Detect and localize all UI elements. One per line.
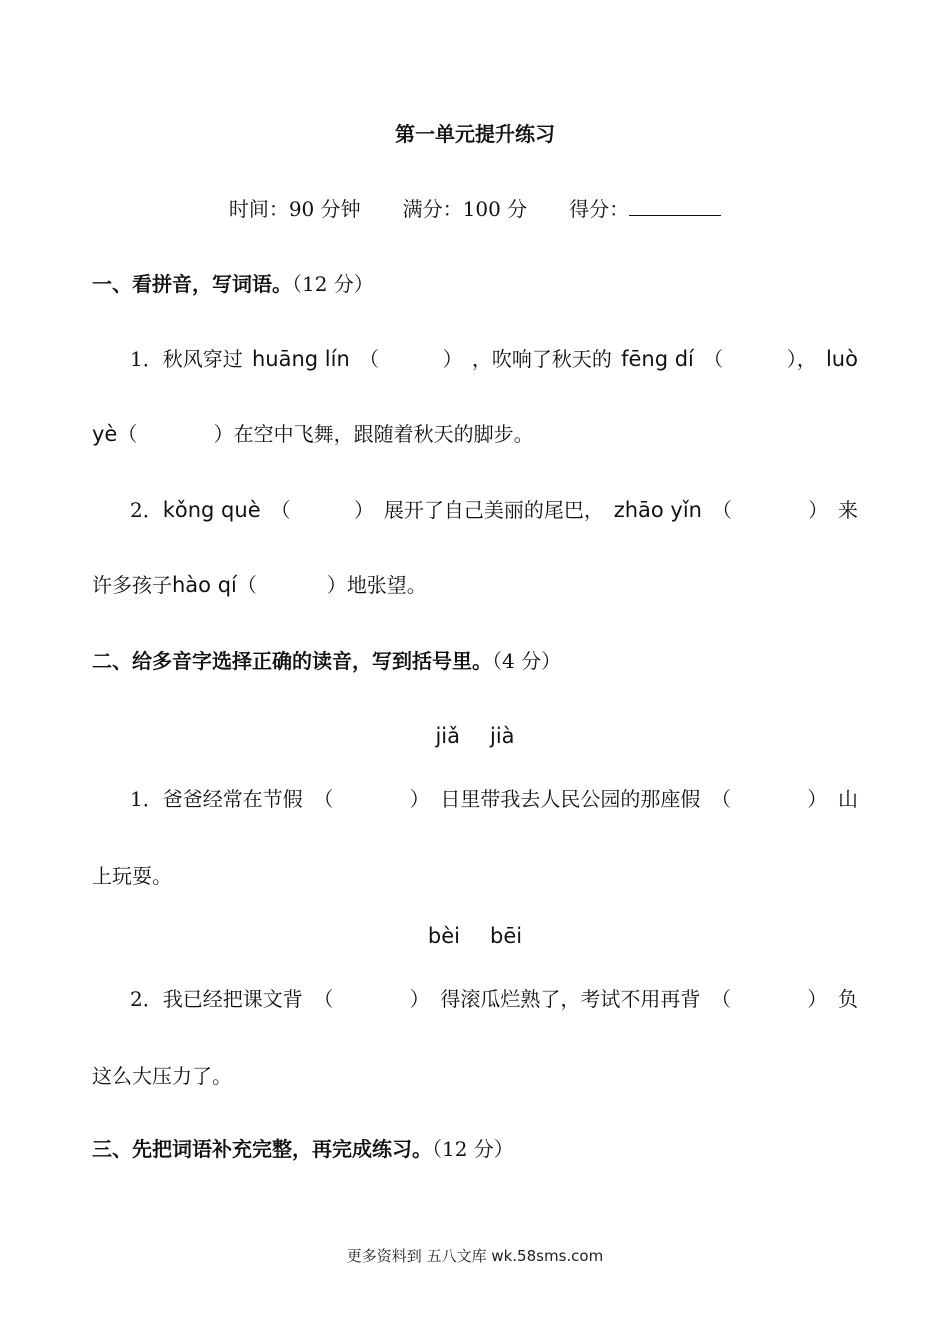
section-3-heading — [92, 1135, 514, 1163]
page-title: 第一单元提升练习 — [395, 122, 555, 146]
s1-q1-text-b: ，吹响了秋天的 — [471, 347, 612, 371]
s1-q1-line2 — [92, 420, 534, 448]
answer-blank[interactable]: （ ） — [711, 498, 829, 522]
s2-q2-text-a: 2．我已经把课文背 — [130, 987, 303, 1011]
full-score-label: 满分：100 分 — [402, 197, 528, 221]
s1-q2-line2 — [92, 571, 427, 599]
s2-q1-text-b: 日里带我去人民公园的那座假 — [440, 787, 701, 811]
s1-q1-pinyin-2: fēng dí — [621, 347, 694, 371]
answer-blank[interactable]: （ ） — [711, 787, 828, 811]
s1-q2-pinyin-3: hào qí — [172, 573, 237, 597]
pinyin-option: bēi — [490, 924, 523, 948]
pinyin-option: jiǎ — [435, 724, 460, 748]
answer-blank[interactable]: （ ） — [711, 987, 828, 1011]
s1-q2-text-c: 许多孩子 — [92, 573, 172, 597]
section-3-title: 三、先把词语补充完整，再完成练习。 — [92, 1137, 432, 1161]
time-label: 时间：90 分钟 — [228, 197, 361, 221]
answer-blank[interactable]: （ ） — [313, 787, 430, 811]
answer-blank[interactable]: （ ） — [313, 987, 430, 1011]
section-3-points: （12 分） — [432, 1137, 514, 1161]
s1-q2-pinyin-2: zhāo yǐn — [613, 498, 702, 522]
s1-q2-text-d: 地张望。 — [346, 573, 427, 597]
score-blank[interactable] — [629, 197, 721, 216]
section-1-points: （12 分） — [292, 272, 374, 296]
s2-q2-line1 — [92, 985, 858, 1013]
s2-q1-text-a: 1．爸爸经常在节假 — [130, 787, 303, 811]
score-label: 得分： — [569, 197, 630, 221]
section-2-heading — [92, 647, 561, 675]
pinyin-option: bèi — [427, 924, 460, 948]
s1-q1-pinyin-3: luò — [825, 347, 858, 371]
s1-q2-pinyin-1: kǒng què — [162, 498, 261, 522]
section-2-title: 二、给多音字选择正确的读音，写到括号里。 — [92, 649, 492, 673]
answer-blank[interactable]: （ ） — [270, 498, 375, 522]
pinyin-options-1 — [0, 722, 950, 750]
exam-meta — [0, 195, 950, 223]
answer-blank[interactable]: （ ）， — [703, 347, 817, 371]
s2-q1-line2 — [92, 862, 172, 890]
section-2-points: （4 分） — [492, 649, 562, 673]
s2-q1-text-c: 山 — [837, 787, 858, 811]
answer-blank[interactable]: （ ） — [117, 422, 234, 446]
s1-q1-text-c: 在空中飞舞，跟随着秋天的脚步。 — [233, 422, 534, 446]
s1-q2-text-a: 展开了自己美丽的尾巴， — [383, 498, 604, 522]
s1-q1-text-a: 1．秋风穿过 — [130, 347, 243, 371]
answer-blank[interactable]: （ ） — [236, 573, 347, 597]
section-1-heading — [92, 270, 374, 298]
s2-q1-text-d: 上玩耍。 — [92, 864, 172, 888]
section-1-title: 一、看拼音，写词语。 — [92, 272, 292, 296]
s1-q2-num: 2． — [130, 498, 163, 522]
s2-q1-line1 — [92, 785, 858, 813]
s2-q2-text-d: 这么大压力了。 — [92, 1064, 232, 1088]
pinyin-option: jià — [490, 724, 515, 748]
s1-q1-line1 — [92, 345, 858, 373]
s2-q2-text-c: 负 — [837, 987, 858, 1011]
s1-q2-line1 — [92, 496, 858, 524]
s1-q1-pinyin-1: huāng lín — [251, 347, 350, 371]
s1-q2-text-b: 来 — [837, 498, 858, 522]
footer-source: 更多资料到 五八文库 wk.58sms.com — [346, 1247, 604, 1265]
answer-blank[interactable]: （ ） — [359, 347, 463, 371]
pinyin-options-2 — [0, 922, 950, 950]
s2-q2-line2 — [92, 1062, 232, 1090]
s2-q2-text-b: 得滚瓜烂熟了，考试不用再背 — [440, 987, 701, 1011]
s1-q1-pinyin-3b: yè — [92, 422, 118, 446]
